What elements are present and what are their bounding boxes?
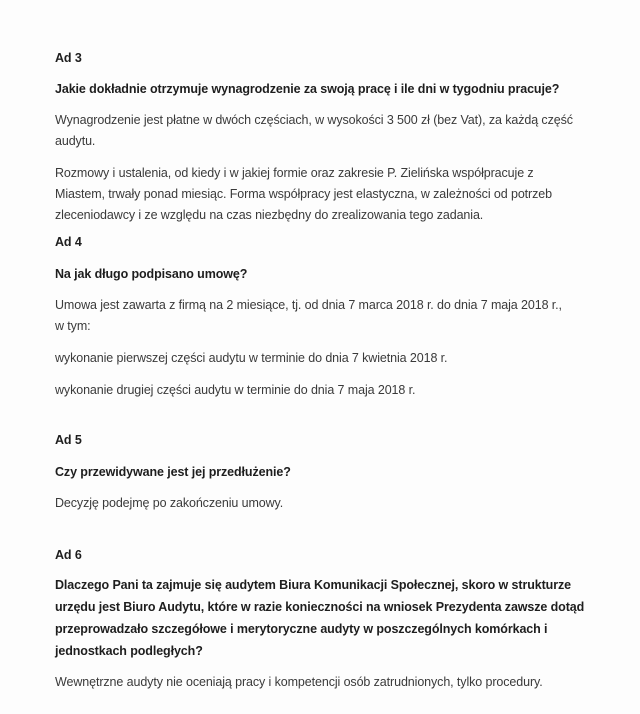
question-ad6-line: jednostkach podległych? [55, 644, 203, 658]
answer-line: wykonanie drugiej części audytu w terminie do dnia 7 maja 2018 r. [55, 383, 416, 397]
answer-line: Umowa jest zawarta z firmą na 2 miesiące, tj. od dnia 7 marca 2018 r. do dnia 7 maja 2018 r., [55, 298, 562, 312]
section-heading-ad6: Ad 6 [55, 548, 82, 562]
answer-line: Decyzję podejmę po zakończeniu umowy. [55, 496, 284, 510]
question-ad6-line: przeprowadzało szczegółowe i merytoryczne audyty w poszczególnych komórkach i [55, 622, 548, 636]
question-ad3: Jakie dokładnie otrzymuje wynagrodzenie za swoją pracę i ile dni w tygodniu pracuje? [55, 82, 560, 96]
answer-line: Wewnętrzne audyty nie oceniają pracy i kompetencji osób zatrudnionych, tylko procedury. [55, 675, 543, 689]
answer-line: wykonanie pierwszej części audytu w terminie do dnia 7 kwietnia 2018 r. [55, 351, 448, 365]
question-ad5: Czy przewidywane jest jej przedłużenie? [55, 465, 291, 479]
answer-line: Rozmowy i ustalenia, od kiedy i w jakiej formie oraz zakresie P. Zielińska współpracuje z [55, 166, 534, 180]
answer-line: w tym: [55, 319, 91, 333]
question-ad4: Na jak długo podpisano umowę? [55, 267, 248, 281]
answer-line: Wynagrodzenie jest płatne w dwóch częściach, w wysokości 3 500 zł (bez Vat), za każdą część [55, 113, 573, 127]
question-ad6-line: urzędu jest Biuro Audytu, które w razie konieczności na wniosek Prezydenta zawsze dotąd [55, 600, 585, 614]
section-heading-ad5: Ad 5 [55, 433, 82, 447]
answer-line: audytu. [55, 134, 96, 148]
section-heading-ad3: Ad 3 [55, 51, 82, 65]
question-ad6-line: Dlaczego Pani ta zajmuje się audytem Biura Komunikacji Społecznej, skoro w strukturze [55, 578, 571, 592]
answer-line: zleceniodawcy i ze względu na czas niezbędny do zrealizowania tego zadania. [55, 208, 484, 222]
section-heading-ad4: Ad 4 [55, 235, 82, 249]
answer-line: Miastem, trwały ponad miesiąc. Forma współpracy jest elastyczna, w zależności od potrzeb [55, 187, 552, 201]
